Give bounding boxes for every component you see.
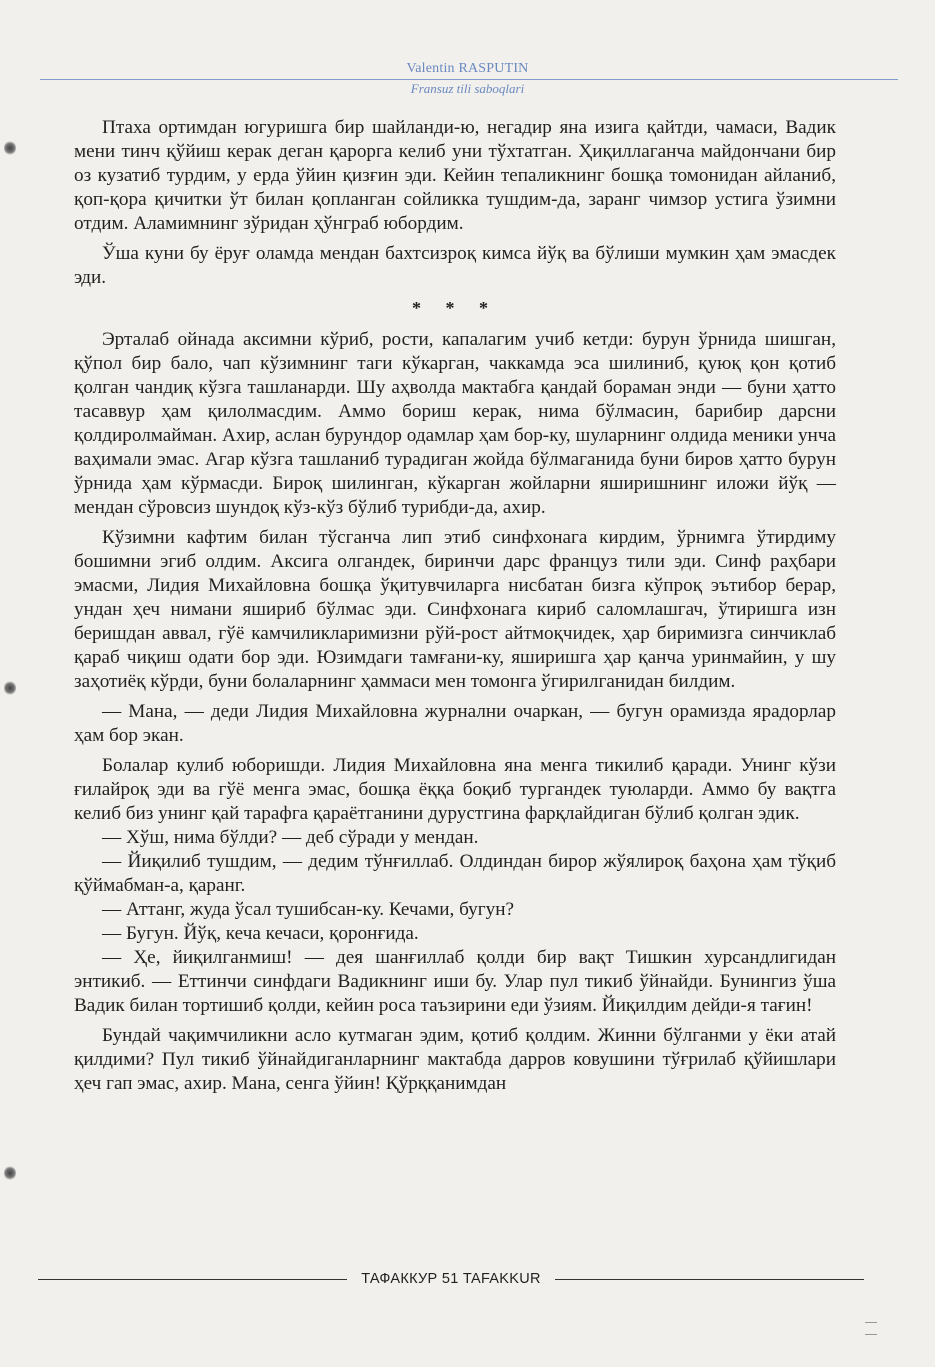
running-header-work-title: Fransuz tili saboqlari	[410, 81, 525, 96]
page-footer	[38, 1268, 864, 1290]
paragraph: Ўша куни бу ёруғ оламда мендан бахтсизроқ кимса йўқ ва бўлиши мумкин ҳам эмасдек эди.	[74, 243, 836, 288]
dialog-paragraph: — Бугун. Йўқ, кеча кечаси, қоронғида.	[102, 923, 419, 944]
footer-rule-right	[555, 1279, 864, 1280]
dialog-paragraph: — Мана, — деди Лидия Михайловна журнални очаркан, — бугун орамизда ярадорлар ҳам бор экан.	[74, 701, 836, 746]
edge-mark	[865, 1334, 877, 1335]
punch-hole-mark	[4, 680, 16, 696]
dialog-paragraph: — Ҳе, йиқилганмиш! — дея шанғиллаб қолди бир вақт Тишкин хурсандлигидан энтикиб. — Еттинчи синфдаги Вадикнинг иши бу. Улар пул тикиб ўйнайди. Бунингиз ўша Вадик билан тортишиб қолди, кейин роса таъзирини еди ўзиям. Йиқилдим дейди-я тағин!	[74, 947, 836, 1016]
dialog-paragraph: — Йиқилиб тушдим, — дедим тўнғиллаб. Олдиндан бирор жўялироқ баҳона ҳам тўқиб қўймабман-а, қаранг.	[74, 851, 836, 896]
running-header-author: Valentin RASPUTIN	[406, 61, 529, 76]
dialog-paragraph: — Аттанг, жуда ўсал тушибсан-ку. Кечами, бугун?	[102, 899, 515, 920]
punch-hole-mark	[4, 140, 16, 156]
paragraph: Эрталаб ойнада аксимни кўриб, рости, капалагим учиб кетди: бурун ўрнида шишган, қўпол бир бало, чап кўзимнинг таги кўкарган, чаккамда эса шилиниб, қуюқ қон қотиб қолган чандиқ кўзга ташланарди. Шу аҳволда мактабга қандай бораман энди — буни ҳатто тасаввур ҳам қилолмасдим. Аммо бориш керак, нима бўлмасин, барибир дарсни қолдиролмайман. Ахир, аслан бурундор одамлар ҳам бор-ку, шуларнинг олдида меники унча ваҳимали эмас. Агар кўзга ташланиб турадиган жойда бўлмаганида буни биров ҳатто бурун ўрнида ҳам кўрмасди. Бироқ шилинган, кўкарган жойларни яширишнинг иложи йўқ — мендан сўровсиз шундоқ кўз-кўз бўлиб турибди-да, ахир.	[74, 329, 836, 518]
paragraph: Болалар кулиб юборишди. Лидия Михайловна яна менга тикилиб қаради. Унинг кўзи ғилайроқ эди ва гўё менга эмас, бошқа ёққа боқиб тургандек туюларди. Аммо бу вақтга келиб биз унинг қай тарафга қараётганини дурустгина фарқлайдиган бўлиб қолган эдик.	[74, 755, 836, 824]
dialog-paragraph: — Хўш, нима бўлди? — деб сўради у мендан.	[102, 827, 479, 848]
paragraph: Бундай чақимчиликни асло кутмаган эдим, қотиб қолдим. Жинни бўлганми у ёки атай қилдими? Пул тикиб ўйнайдиганларнинг мактабда дарров ковушини тўғрилаб қўйишлари ҳеч гап эмас, ахир. Мана, сенга ўйин! Қўрққанимдан	[74, 1025, 836, 1094]
punch-hole-mark	[4, 1165, 16, 1181]
article-body	[74, 116, 836, 1102]
header-rule	[40, 79, 898, 80]
footer-page-label: ТАФАККУР 51 TAFAKKUR	[361, 1271, 541, 1287]
paragraph: Птаха ортимдан югуришга бир шайланди-ю, негадир яна изига қайтди, чамаси, Вадик мени тинч қўйиш керак деган қарорга келиб уни тўхтатган. Ҳиқиллаганча майдончани бир оз кузатиб турдим, у ерда ўйин қизғин эди. Кейин тепаликнинг бошқа томонидан айланиб, қоп-қора қичитки ўт билан қопланган сойликка тушдим-да, заранг чимзор устига ўзимни отдим. Аламимнинг зўридан ҳўнграб юбордим.	[74, 117, 836, 234]
paragraph: Кўзимни кафтим билан тўсганча лип этиб синфхонага кирдим, ўрнимга ўтирдиму бошимни эгиб олдим. Аксига олгандек, биринчи дарс француз тили эди. Синф раҳбари эмасми, Лидия Михайловна бошқа ўқитувчиларга нисбатан бизга кўпроқ эътибор берар, ундан ҳеч нимани яшириб бўлмас эди. Синфхонага кириб саломлашгач, ўтиришга изн беришдан аввал, гўё камчиликларимизни рўй-рост айтмоқчидек, ҳар биримизга синчиклаб қараб чиқиш одати бор эди. Юзимдаги тамғани-ку, яширишга ҳар қанча уринмайин, у шу заҳотиёқ кўрди, буни болаларнинг ҳаммаси мен томонга ўгирилганидан билдим.	[74, 527, 836, 692]
edge-mark	[865, 1322, 877, 1323]
section-break: * * *	[412, 298, 498, 318]
footer-rule-left	[38, 1279, 347, 1280]
